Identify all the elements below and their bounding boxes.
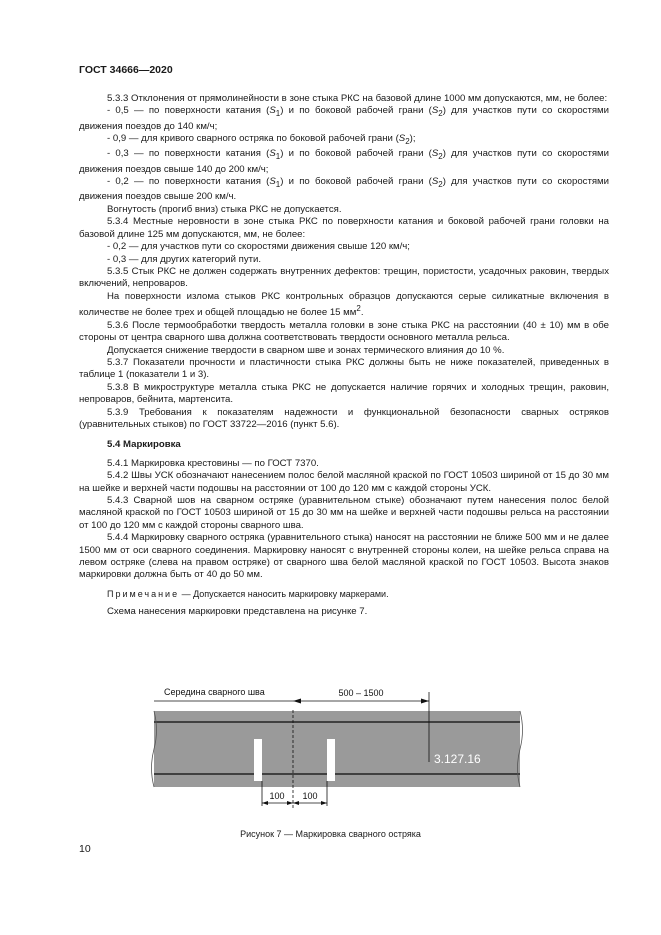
paragraph: 5.3.6 После термообработки твердость металла головки в зоне стыка РКС на расстоянии (40 ± 10) мм в обе стороны от центра сварного шва должна соответствовать твердости основного металла рельса. <box>79 319 609 344</box>
dim-arrow-2 <box>287 801 293 805</box>
paragraph: - 0,2 — для участков пути со скоростями движения свыше 120 км/ч; <box>107 241 410 253</box>
dim-label-right: 100 <box>302 791 318 801</box>
figure-rail-marking <box>150 682 530 817</box>
paragraph: 5.3.4 Местные неровности в зоне стыка РКС по поверхности катания и боковой рабочей грани головки на базовой длине 125 мм допускаются, мм, не более: <box>79 216 609 240</box>
paragraph: - 0,2 — по поверхности катания $(S_1)$ и по боковой рабочей грани $(S_2)$ для участков пути со скоростями движения поездов свыше 200 км/ч. <box>79 176 609 203</box>
section-heading: 5.4 Маркировка <box>107 439 181 451</box>
paragraph: 5.4.4 Маркировку сварного остряка (уравнительного стыка) наносят на расстоянии не ближе 500 мм и не далее 1500 мм от оси сварного соединения. Маркировку наносят с внутренней стороны колеи, на шейке рельса справа на левом остряке (слева на правом остряке) от сварного шва белой масляной краской по ГОСТ 10503. Высота знаков маркировки должна быть от 40 до 50 мм. <box>79 532 609 581</box>
page-number: 10 <box>79 843 91 855</box>
marking-stripe-right <box>327 739 335 781</box>
paragraph: Схема нанесения маркировки представлена на рисунке 7. <box>107 606 368 618</box>
paragraph: 5.4.2 Швы УСК обозначают нанесением полос белой масляной краской по ГОСТ 10503 шириной от 15 до 30 мм на шейке и верхней части подошвы на расстоянии от 100 до 120 мм с каждой стороны УСК. <box>79 470 609 494</box>
dim-arrow-3 <box>293 801 299 805</box>
paragraph: - 0,3 — для других категорий пути. <box>107 253 262 265</box>
paragraph: 5.3.5 Стык РКС не должен содержать внутренних дефектов: трещин, пористости, усадочных раковин, твердых включений, непроваров. <box>79 265 609 290</box>
paragraph: 5.3.8 В микроструктуре металла стыка РКС не допускается наличие горячих и холодных трещин, раковин, непроваров, бейнита, мартенсита. <box>79 381 609 406</box>
paragraph: - 0,3 — по поверхности катания $(S_1)$ и по боковой рабочей грани $(S_2)$ для участков пути со скоростями движения поездов свыше 140 до 200 км/ч; <box>79 148 609 175</box>
paragraph: Допускается снижение твердости в сварном шве и зонах термического влияния до 10 %. <box>107 344 505 356</box>
dim-label-left: 100 <box>269 791 285 801</box>
dim-arrow-4 <box>321 801 327 805</box>
paragraph: 5.3.7 Показатели прочности и пластичности стыка РКС должны быть не ниже показателей, приведенных в таблице 1 (показатели 1 и 3). <box>79 356 609 381</box>
paragraph: 5.4.3 Сварной шов на сварном остряке (уравнительном стыке) обозначают путем нанесения полос белой масляной краской по ГОСТ 10503 шириной от 15 до 30 мм на шейке и верхней части подошвы рельса на расстоянии от 100 до 120 мм с каждой стороны сварного шва. <box>79 495 609 531</box>
paragraph: - 0,9 — для кривого сварного остряка по боковой рабочей грани $(S_2)$; <box>107 133 416 147</box>
range-arrow-right <box>421 699 429 704</box>
weld-label: Середина сварного шва <box>164 687 265 697</box>
marking-text: 3.127.16 <box>434 752 481 766</box>
paragraph: 5.4.1 Маркировка крестовины — по ГОСТ 7370. <box>107 457 319 469</box>
document-header: ГОСТ 34666—2020 <box>79 64 173 76</box>
range-label: 500 – 1500 <box>338 688 384 698</box>
paragraph: 5.3.3 Отклонения от прямолинейности в зоне стыка РКС на базовой длине 1000 мм допускаются, мм, не более: <box>107 93 608 104</box>
paragraph: На поверхности излома стыков РКС контрольных образцов допускаются серые силикатные включения в количестве не более трех и общей площадью не более 15 $мм^2$. <box>79 290 609 319</box>
paragraph: 5.3.9 Требования к показателям надежности и функциональной безопасности сварных остряков (уравнительных стыков) по ГОСТ 33722—2016 (пункт 5.6). <box>79 406 609 430</box>
figure-caption: Рисунок 7 — Маркировка сварного остряка <box>240 829 421 839</box>
note-paragraph: Примечание — Допускается наносить маркировку маркерами. <box>107 588 389 599</box>
document-body <box>79 93 609 619</box>
marking-stripe-left <box>254 739 262 781</box>
dim-arrow-1 <box>262 801 268 805</box>
paragraph: Вогнутость (прогиб вниз) стыка РКС не допускается. <box>107 203 342 215</box>
range-arrow-left <box>293 699 301 704</box>
paragraph: - 0,5 — по поверхности катания $(S_1)$ и по боковой рабочей грани $(S_2)$ для участков пути со скоростями движения поездов до 140 км/ч; <box>79 105 609 132</box>
